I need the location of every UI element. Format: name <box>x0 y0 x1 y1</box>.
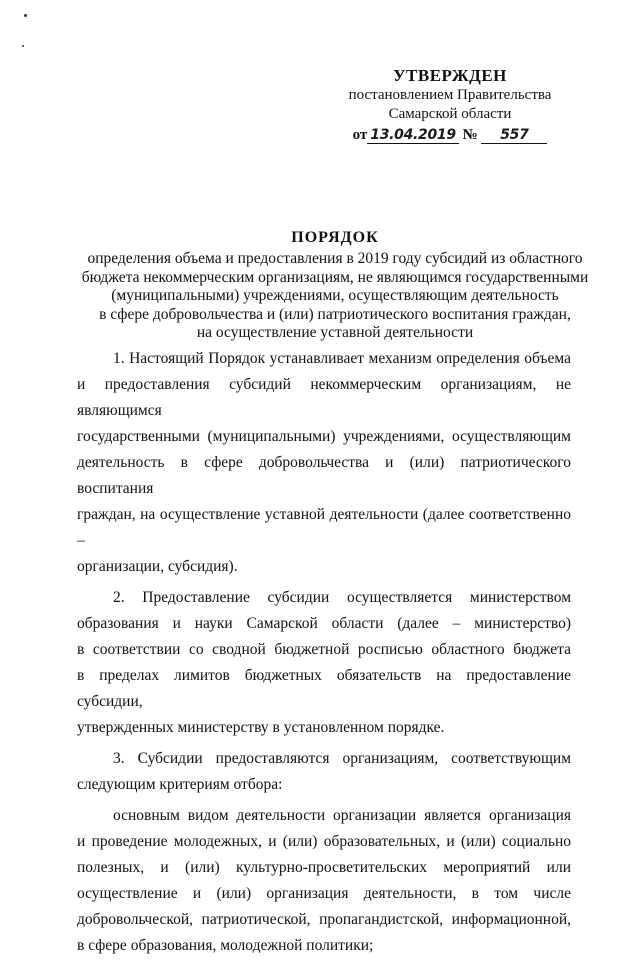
body-line: основным видом деятельности организации является организация <box>113 807 571 824</box>
body-line: в соответствии со сводной бюджетной росписью областного бюджета <box>77 641 571 658</box>
scan-speck <box>22 45 24 47</box>
paragraph-1 <box>77 346 571 580</box>
approval-date-line <box>320 126 580 145</box>
body-line: 2. Предоставление субсидии осуществляется министерством <box>113 589 571 606</box>
handwritten-date: 13.04.2019 <box>367 127 459 144</box>
paragraph-3 <box>77 746 571 798</box>
paragraph-4 <box>77 803 571 959</box>
body-line: 3. Субсидии предоставляются организациям, соответствующим <box>113 750 571 767</box>
date-prefix: от <box>352 127 368 143</box>
body-line: добровольческой, патриотической, пропагандистской, информационной, <box>77 911 571 928</box>
body-line: образования и науки Самарской области (далее – министерство) <box>77 615 571 632</box>
body-line: полезных, и (или) культурно-просветительских мероприятий или <box>77 859 571 876</box>
title-line: бюджета некоммерческим организациям, не являющимся государственными <box>81 268 589 286</box>
approval-line-2: Самарской области <box>388 106 512 122</box>
body-line: осуществление и (или) организация деятельности, в том числе <box>77 885 571 902</box>
title-line: (муниципальными) учреждениями, осуществляющим деятельность <box>111 287 559 304</box>
handwritten-number: 557 <box>481 127 547 144</box>
body-line: граждан, на осуществление уставной деятельности (далее соответственно – <box>77 506 571 549</box>
title-line: в сфере добровольчества и (или) патриотического воспитания граждан, <box>99 305 571 323</box>
document-title: ПОРЯДОК <box>291 229 379 246</box>
body-line: утвержденных министерству в установленном порядке. <box>77 719 445 736</box>
approval-heading: УТВЕРЖДЕН <box>393 66 507 85</box>
body-line: организации, субсидия). <box>77 558 238 575</box>
body-line: в пределах лимитов бюджетных обязательств на предоставление субсидии, <box>77 667 571 710</box>
paragraph-2 <box>77 585 571 741</box>
body-line: в сфере образования, молодежной политики; <box>77 937 374 954</box>
document-body <box>77 346 571 964</box>
approval-line-1: постановлением Правительства <box>348 87 552 103</box>
body-line: государственными (муниципальными) учреждениями, осуществляющим <box>77 428 571 445</box>
body-line: и предоставления субсидий некоммерческим организациям, не являющимся <box>77 376 571 419</box>
title-line: на осуществление уставной деятельности <box>196 324 474 341</box>
document-title-block <box>40 228 630 343</box>
body-line: и проведение молодежных, и (или) образовательных, и (или) социально <box>77 833 571 850</box>
title-line: определения объема и предоставления в 2019 году субсидий из областного <box>87 250 583 267</box>
approval-stamp-block <box>320 66 580 145</box>
body-line: следующим критериям отбора: <box>77 776 283 793</box>
number-prefix: № <box>462 127 478 143</box>
body-line: деятельность в сфере добровольчества и (или) патриотического воспитания <box>77 454 571 497</box>
body-line: 1. Настоящий Порядок устанавливает механизм определения объема <box>113 350 571 367</box>
scan-speck <box>24 14 27 17</box>
